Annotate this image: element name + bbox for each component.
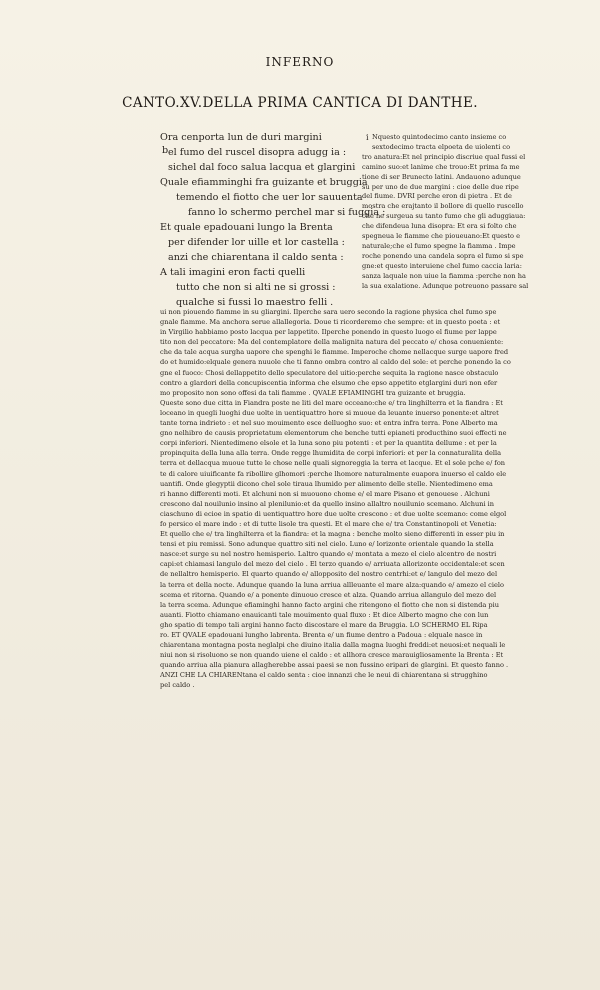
commentary-line: pel caldo . [160,681,195,690]
commentary-line: loceano in quegli luoghi due uolte in uentiquattro hore si muoue da leuante inuerso ponente:et altret [160,408,499,417]
commentary-line: la terra scema. Adunque efiaminghi hanno facto argini che ritengono el fiotto che non si distenda piu [160,600,499,609]
commentary-line: mo proposito non sono offesi da tali fiamme . QVALE EFIAMINGHI tra guizante et bruggia. [160,388,466,397]
commentary-line: sanza laquale non uiue la fiamma :perche non ha [362,271,526,280]
commentary-line: tione di ser Brunecto latini. Andauono adunque [362,172,521,181]
commentary-line: do et humido:elquale genera nuuole che ti fanno ombra contro al caldo del sole: et perche ponendo la co [160,358,511,367]
commentary-line: Et quello che e/ tra linghilterra et la fiandra: et la magna : benche molto sieno differenti in esser piu in [160,530,505,539]
commentary-line: camino suo:et lanime che trouo:Et prima fa me [362,162,520,171]
commentary-line: fo persico el mare indo : et di tutte lisole tra questi. Et el mare che e/ tra Constantinopoli et Venetia: [160,519,497,528]
verse-line: fanno lo schermo perchel mar si fuggia : [188,207,386,218]
commentary-line: capi:et chiamasi langulo del mezo del cielo . El terzo quando e/ arriuata allorizonte occidentale:et scen [160,560,505,569]
verse-line: Et quale epadouani lungo la Brenta [160,222,333,233]
commentary-line: la terra et della nocte. Adunque quando la luna arriua allleuante el mare alza:quando e/ amezo el cielo [160,580,504,589]
commentary-line: gnale fiamme. Ma anchora serue allallegoria. Doue ti ricorderemo che sempre: et in questo poeta : et [160,318,501,327]
verse-lead-letter: b [162,145,169,156]
commentary-line: la sua exalatione. Adunque potreuono passare sal [362,281,529,290]
commentary-line: sextodecimo tracta elpoeta de uiolenti co [372,142,511,151]
commentary-line: che da tale acqua surgha uapore che spenghi le fiamme. Imperoche chome nellacque surge uapore fred [160,348,509,357]
commentary-line: nasce:et surge su nel nostro hemisperio. Laltro quando e/ montata a mezo el cielo alcentro de nostri [160,550,497,559]
commentary-line: ri hanno differenti moti. Et alchuni non si muouono chome e/ el mare Pisano et genouese . Alchuni [160,489,490,498]
commentary-line: tro anatura:Et nel principio discriue qual fussi el [362,152,526,161]
commentary-line: ro. ET QVALE epadouani lungho labrenta. Brenta e/ un fiume dentro a Padoua : elquale nasce in [160,631,483,639]
verse-line: el fumo del ruscel disopra adugg ia : [168,147,347,158]
verse-line: A tali imagini eron facti quelli [160,267,306,278]
verse-line: qualche si fussi lo maestro felli . [176,297,334,308]
commentary-right-column [362,133,562,292]
verse-line: temendo el fiotto che uer lor sauuenta [176,192,363,203]
verse-block [160,130,386,310]
commentary-line: su per uno de due margini : cioe delle due ripe [362,182,519,191]
commentary-line: gne:et questo interuiene chel fumo caccia laria: [362,261,522,270]
commentary-line: crescono dal nouilunio insino al plenilunio:et da quello insino allaltro nouilunio scemano. Alchuni in [160,499,495,508]
commentary-line: Queste sono due citta in Fiandra poste ne liti del mare occeano:che e/ tra linghilterra et la fiandra : Et [160,398,503,407]
commentary-line: del fiume. DVRI perche eron di pietra . Et de [362,192,512,201]
commentary-line: spegneua le fiamme che pioueuano:Et questo e [362,232,521,241]
verse-line: per difender lor uille et lor castella : [168,237,345,248]
commentary-line: ANZI CHE LA CHIARENtana el caldo senta : cioe innanzi che le neui di chiarentana si strugghino [160,671,488,680]
canto-title: CANTO.XV.DELLA PRIMA CANTICA DI DANTHE. [122,95,478,111]
verse-line: Ora cenporta lun de duri margini [160,132,322,143]
commentary-line: chiarentana montagna posta neglalpi che diuino italia dalla magna luoghi freddi:et neuosi:et nequali le [160,641,506,650]
commentary-line: niui non si risoluono se non quando uiene el caldo : et allhora cresce marauigliosamente la Brenta : Et [160,651,504,660]
commentary-line: in Virgilio habbiamo posto lacqua per lappetito. Ilperche ponendo in questo luogo el fiume per lappe [160,328,497,337]
commentary-line: auanti. Fiotto chiamano enauicanti tale mouimento qual fluxo : Et dice Alberto magno che con lun [160,610,489,619]
commentary-line: che difendeua luna disopra: Et era si folto che [362,222,517,231]
commentary-line: naturale;che el fumo spegne la fiamma . Impe [362,241,516,250]
commentary-line: ciaschuno di ecioe in spatio di uentiquattro hore due uolte crescono : et due uolte scemano: come elgol [160,509,507,518]
running-head: INFERNO [265,55,335,69]
commentary-line: contro a glardori della concupiscentia informa che elsumo che epso appetito etglargini duri non efer [160,378,498,387]
commentary-line: propinquita della luna alla terra. Onde regge lhumidita de corpi inferiori: et per la connaturalita della [160,449,502,458]
commentary-line: Nquesto quintodecimo canto insieme co [372,133,507,141]
commentary-main-column [160,307,565,691]
commentary-line: quando arriua alla pianura allagherebbe assai paesi se non fussino eripari de glargini. Et questo fanno . [160,661,509,670]
commentary-line: tito non del peccatore: Ma del contemplatore della malignita natura del peccato e/ chosa conueniente: [160,338,504,347]
commentary-line: gno nelhibro de causis proprietatum elementorum che benche tutti epianeti producthino suoi effecti ne [160,429,507,438]
commentary-line: roche ponendo una candela sopra el fumo si spe [362,251,524,260]
commentary-line: de nellaltro hemisperio. El quarto quando e/ allopposito del nostro centrhi:et e/ langulo del mezo del [160,570,498,579]
commentary-line: gho spatio di tempo tali argini hanno facto discostare el mare da Bruggia. LO SCHERMO EL Ripa [160,620,488,629]
commentary-line: mostra che erajtanto il bollore di quello ruscello [362,202,524,211]
commentary-line: ui non piouendo fiamme in su gliargini. Ilperche sara uero secondo la ragione physica chel fumo spe [160,308,497,316]
commentary-line: tante torna indrieto : et nel suo mouimento esce delluogho suo: et entra infra terra. Pone Alberto ma [160,419,498,428]
commentary-line: tensi et piu remissi. Sono adunque quattro siti nel cielo. Luno e/ lorizonte orientale quando la stella [160,540,494,549]
commentary-line: terra et dellacqua muoue tutte le chose nelle quali signoreggia la terra et lacque. Et el sole pche e/ fon [160,459,506,468]
commentary-line: scema et ritorna. Quando e/ a ponente dinuouo cresce et alza. Quando arriua allangulo del mezo del [160,590,497,599]
verse-line: tutto che non si alti ne si grossi : [176,282,336,293]
verse-line: Quale efiamminghi fra guizante et bruggia [160,177,368,188]
commentary-line: te di calore uiuificante fa ribollire glhomori :perche lhomore naturalmente euapora inuerso el caldo ele [160,469,507,478]
commentary-line: corpi inferiori. Nientedimeno elsole et la luna sono piu potenti : et per la quantita dellume : et per la [160,439,497,448]
commentary-line: che ne surgeua su tanto fumo che gli aduggiaua: [362,212,526,221]
commentary-line: uantifi. Onde glegyptii dicono chel sole tiraua lhumido per alimento delle stelle. Nientedimeno ema [160,479,493,488]
commentary-marker: i [366,133,369,142]
commentary-line: gne el fuoco: Chosi dellappetito dello speculatore del uitio:perche sequita la ragione nasce obstaculo [160,368,499,377]
verse-line: anzi che chiarentana il caldo senta : [168,252,344,263]
verse-line: sichel dal foco salua lacqua et glargini [168,162,356,173]
